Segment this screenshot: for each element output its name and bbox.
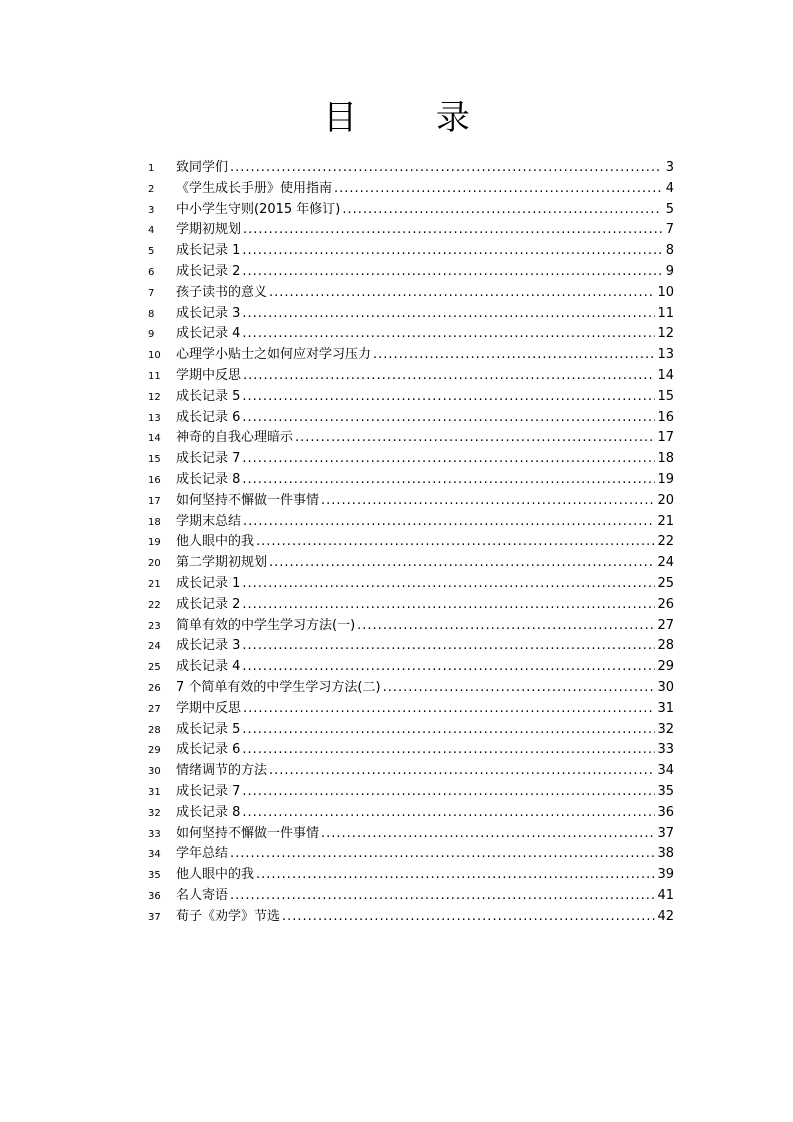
toc-entry[interactable] (148, 532, 674, 553)
toc-dot-leader (357, 616, 655, 637)
toc-entry-number: 3 (148, 204, 155, 216)
toc-dot-leader (242, 470, 655, 491)
toc-entry-number: 22 (148, 599, 161, 611)
toc-entry[interactable] (148, 844, 674, 865)
toc-entry-number: 9 (148, 329, 155, 341)
toc-dot-leader (243, 220, 662, 241)
toc-entry-page: 17 (657, 430, 674, 446)
toc-entry[interactable] (148, 158, 674, 179)
toc-entry[interactable] (148, 304, 674, 325)
toc-entry-page: 11 (657, 305, 674, 321)
toc-entry[interactable] (148, 886, 674, 907)
toc-entry[interactable] (148, 740, 674, 761)
toc-entry-number: 7 (148, 287, 155, 299)
toc-entry-title: 成长记录 3 (176, 305, 241, 321)
toc-entry-title: 致同学们 (176, 160, 229, 175)
toc-dot-leader (242, 803, 655, 824)
toc-entry-title: 名人寄语 (176, 887, 229, 903)
toc-entry[interactable] (148, 720, 674, 741)
toc-dot-leader (321, 824, 655, 845)
toc-entry-number: 17 (148, 495, 161, 507)
toc-dot-leader (269, 283, 655, 304)
toc-entry-number: 32 (148, 807, 161, 819)
toc-entry[interactable] (148, 574, 674, 595)
toc-entry-number: 37 (148, 911, 161, 923)
toc-entry-number: 11 (148, 370, 161, 382)
toc-entry-number: 36 (148, 890, 161, 902)
toc-entry-title: 如何坚持不懈做一件事情 (176, 825, 320, 841)
toc-entry-number: 20 (148, 558, 161, 570)
toc-dot-leader (242, 449, 655, 470)
toc-entry[interactable] (148, 678, 674, 699)
toc-entry-title: 成长记录 7 (176, 783, 241, 799)
toc-entry-page: 26 (657, 596, 674, 612)
toc-entry-page: 15 (657, 388, 674, 404)
toc-entry-title: 成长记录 7 (176, 451, 241, 467)
toc-entry-title: 心理学小贴士之如何应对学习压力 (176, 347, 372, 363)
toc-entry-number: 4 (148, 225, 155, 237)
toc-dot-leader (230, 886, 655, 907)
toc-entry[interactable] (148, 657, 674, 678)
toc-entry-number: 27 (148, 703, 161, 715)
toc-entry-title: 成长记录 1 (176, 575, 241, 591)
toc-entry-page: 3 (665, 160, 674, 175)
toc-entry[interactable] (148, 408, 674, 429)
toc-entry[interactable] (148, 512, 674, 533)
toc-entry-page: 16 (657, 409, 674, 425)
toc-entry-number: 14 (148, 433, 161, 445)
toc-dot-leader (269, 553, 655, 574)
toc-entry-title: 学期初规划 (176, 222, 242, 238)
toc-entry-number: 31 (148, 786, 161, 798)
toc-entry[interactable] (148, 220, 674, 241)
toc-entry-number: 34 (148, 849, 161, 861)
toc-dot-leader (269, 761, 655, 782)
toc-entry-page: 8 (665, 243, 674, 259)
toc-entry-page: 14 (657, 367, 674, 383)
toc-dot-leader (342, 200, 662, 221)
toc-entry[interactable] (148, 553, 674, 574)
toc-entry-number: 8 (148, 308, 155, 320)
toc-dot-leader (242, 241, 662, 262)
toc-entry-number: 24 (148, 641, 161, 653)
toc-entry-page: 42 (657, 908, 674, 924)
toc-entry[interactable] (148, 241, 674, 262)
toc-entry-page: 35 (657, 783, 674, 799)
toc-entry-title: 第二学期初规划 (176, 555, 268, 571)
toc-entry[interactable] (148, 782, 674, 803)
toc-dot-leader (321, 491, 655, 512)
toc-entry-page: 10 (657, 284, 674, 300)
toc-entry-page: 21 (657, 513, 674, 529)
toc-entry[interactable] (148, 865, 674, 886)
toc-entry-title: 学年总结 (176, 846, 229, 862)
toc-entry-page: 31 (657, 700, 674, 716)
toc-entry-title: 7 个简单有效的中学生学习方法(二) (176, 679, 381, 695)
toc-entry-number: 10 (148, 350, 161, 362)
toc-entry-number: 12 (148, 391, 161, 403)
toc-entry-title: 成长记录 4 (176, 659, 241, 675)
toc-entry-page: 5 (665, 201, 674, 217)
toc-entry-title: 神奇的自我心理暗示 (176, 430, 294, 446)
toc-entry-page: 22 (657, 534, 674, 550)
toc-entry[interactable] (148, 200, 674, 221)
toc-entry-page: 25 (657, 575, 674, 591)
toc-entry-number: 25 (148, 662, 161, 674)
toc-dot-leader (242, 574, 655, 595)
toc-entry-title: 成长记录 8 (176, 471, 241, 487)
toc-entry-number: 5 (148, 246, 155, 258)
toc-dot-leader (295, 428, 655, 449)
toc-entry-number: 30 (148, 766, 161, 778)
toc-entry-number: 15 (148, 454, 161, 466)
toc-entry-page: 13 (657, 347, 674, 363)
toc-dot-leader (230, 844, 655, 865)
toc-entry-title: 成长记录 4 (176, 326, 241, 342)
toc-entry-page: 12 (657, 326, 674, 342)
toc-entry-page: 19 (657, 471, 674, 487)
toc-entry-number: 21 (148, 578, 161, 590)
toc-entry-title: 成长记录 1 (176, 243, 241, 259)
toc-entry-title: 学期中反思 (176, 367, 242, 383)
toc-dot-leader (243, 699, 655, 720)
toc-entry-title: 中小学生守则(2015 年修订) (176, 201, 341, 217)
toc-entry-number: 18 (148, 516, 161, 528)
toc-dot-leader (256, 865, 655, 886)
toc-dot-leader (242, 782, 655, 803)
page-title: 目 录 (323, 98, 504, 138)
toc-entry-title: 他人眼中的我 (176, 534, 255, 550)
toc-entry[interactable] (148, 449, 674, 470)
toc-entry-page: 27 (657, 617, 674, 633)
toc-entry-title: 如何坚持不懈做一件事情 (176, 492, 320, 508)
table-of-contents (148, 158, 674, 927)
toc-entry-title: 学期中反思 (176, 700, 242, 716)
toc-entry-title: 成长记录 2 (176, 596, 241, 612)
toc-entry[interactable] (148, 491, 674, 512)
toc-entry-title: 孩子读书的意义 (176, 284, 268, 300)
toc-dot-leader (373, 345, 655, 366)
toc-entry-title: 简单有效的中学生学习方法(一) (176, 617, 356, 633)
toc-entry[interactable] (148, 428, 674, 449)
toc-dot-leader (256, 532, 655, 553)
toc-entry[interactable] (148, 824, 674, 845)
toc-entry-title: 成长记录 5 (176, 721, 241, 737)
toc-entry-number: 19 (148, 537, 161, 549)
toc-entry-title: 成长记录 3 (176, 638, 241, 654)
toc-dot-leader (242, 408, 655, 429)
toc-entry-title: 成长记录 2 (176, 263, 241, 279)
toc-entry-page: 37 (657, 825, 674, 841)
toc-entry[interactable] (148, 283, 674, 304)
toc-entry[interactable] (148, 907, 674, 928)
toc-dot-leader (383, 678, 656, 699)
toc-entry-page: 4 (665, 180, 674, 196)
toc-entry-page: 41 (657, 887, 674, 903)
toc-entry[interactable] (148, 262, 674, 283)
toc-entry-number: 33 (148, 828, 161, 840)
toc-entry-number: 28 (148, 724, 161, 736)
toc-entry-number: 35 (148, 870, 161, 882)
toc-entry-page: 9 (665, 263, 674, 279)
toc-entry-page: 24 (657, 555, 674, 571)
toc-entry-number: 2 (148, 183, 155, 195)
toc-dot-leader (242, 304, 655, 325)
toc-entry-number: 6 (148, 266, 155, 278)
toc-entry-title: 成长记录 6 (176, 409, 241, 425)
toc-entry-title: 《学生成长手册》使用指南 (176, 180, 333, 196)
toc-entry-title: 他人眼中的我 (176, 867, 255, 883)
toc-dot-leader (242, 657, 655, 678)
toc-entry-number: 16 (148, 474, 161, 486)
toc-dot-leader (242, 595, 655, 616)
toc-entry-title: 成长记录 6 (176, 742, 241, 758)
toc-entry[interactable] (148, 387, 674, 408)
toc-entry-number: 29 (148, 745, 161, 757)
toc-entry-page: 36 (657, 804, 674, 820)
toc-dot-leader (230, 158, 662, 179)
toc-entry-title: 荀子《劝学》节选 (176, 908, 281, 924)
toc-entry[interactable] (148, 324, 674, 345)
toc-dot-leader (242, 387, 655, 408)
toc-entry-page: 18 (657, 451, 674, 467)
toc-entry-number: 1 (148, 163, 155, 174)
toc-dot-leader (334, 179, 662, 200)
toc-entry[interactable] (148, 470, 674, 491)
toc-entry-page: 29 (657, 659, 674, 675)
toc-entry[interactable] (148, 803, 674, 824)
toc-dot-leader (242, 720, 655, 741)
toc-entry-title: 学期末总结 (176, 513, 242, 529)
toc-entry-page: 38 (657, 846, 674, 862)
toc-entry[interactable] (148, 179, 674, 200)
toc-entry-page: 39 (657, 867, 674, 883)
toc-entry[interactable] (148, 636, 674, 657)
toc-entry[interactable] (148, 366, 674, 387)
toc-entry-page: 28 (657, 638, 674, 654)
toc-dot-leader (242, 262, 662, 283)
toc-entry-page: 32 (657, 721, 674, 737)
toc-dot-leader (242, 636, 655, 657)
toc-dot-leader (242, 740, 655, 761)
toc-dot-leader (242, 324, 655, 345)
toc-entry-title: 成长记录 8 (176, 804, 241, 820)
toc-entry-number: 13 (148, 412, 161, 424)
toc-entry-page: 7 (665, 222, 674, 238)
toc-entry-title: 情绪调节的方法 (176, 763, 268, 779)
toc-entry-page: 20 (657, 492, 674, 508)
toc-entry-page: 34 (657, 763, 674, 779)
toc-entry[interactable] (148, 761, 674, 782)
toc-entry-page: 30 (657, 679, 674, 695)
toc-dot-leader (282, 907, 655, 928)
toc-entry-title: 成长记录 5 (176, 388, 241, 404)
toc-entry-page: 33 (657, 742, 674, 758)
toc-entry-number: 23 (148, 620, 161, 632)
toc-dot-leader (243, 366, 655, 387)
toc-entry[interactable] (148, 345, 674, 366)
toc-dot-leader (243, 512, 655, 533)
toc-entry[interactable] (148, 699, 674, 720)
toc-entry-number: 26 (148, 682, 161, 694)
toc-entry[interactable] (148, 595, 674, 616)
toc-entry[interactable] (148, 616, 674, 637)
